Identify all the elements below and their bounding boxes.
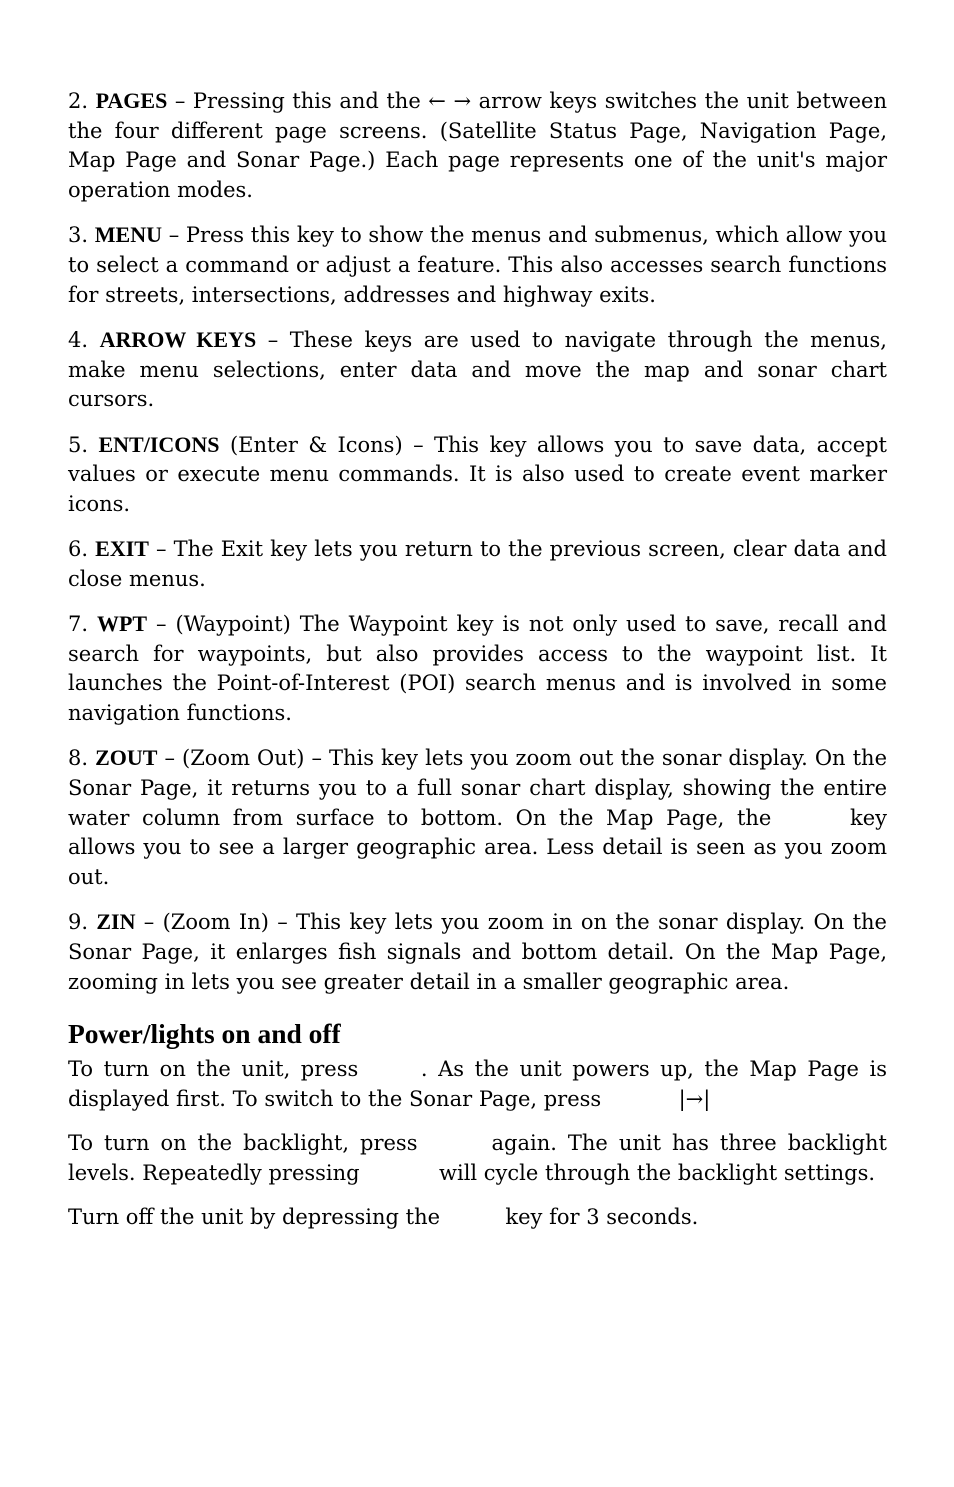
item-description: – Pressing this and the ← → arrow keys switches the unit between the four different page screens. (Satellite Status Page, Navigation Page, Map Page and Sonar Page.) Each page represents one of the unit's major operation modes.: [68, 89, 887, 203]
key-name: ZOUT: [95, 745, 158, 771]
item-number: 3.: [68, 223, 89, 248]
manual-page: [68, 86, 887, 1248]
key-name: WPT: [96, 611, 148, 637]
power-off-text-cont: key for 3 seconds.: [505, 1205, 699, 1230]
key-name: ARROW KEYS: [99, 326, 257, 352]
item-ent-icons: [68, 430, 887, 520]
backlight-text-end: will cycle through the backlight settings.: [439, 1161, 876, 1186]
key-name: ENT/ICONS: [98, 431, 220, 457]
item-description: – Press this key to show the menus and submenus, which allow you to select a command or adjust a feature. This also accesses search functions for streets, intersections, addresses and highway exits.: [68, 223, 887, 307]
power-off-text: Turn off the unit by depressing the: [68, 1205, 441, 1230]
item-description: (Enter & Icons) – This key allows you to save data, accept values or execute menu commands. It is also used to create event marker icons.: [68, 432, 888, 516]
item-description: – The Exit key lets you return to the previous screen, clear data and close menus.: [68, 537, 887, 591]
item-description: – (Zoom Out) – This key lets you zoom out the sonar display. On the Sonar Page, it returns you to a full sonar chart display, showing the entire water column from surface to bottom. On the Map Page, the: [68, 746, 887, 830]
power-off-paragraph: [68, 1203, 887, 1233]
item-description-cont: key allows you to see a larger geographic area. Less detail is seen as you zoom out.: [68, 805, 887, 890]
item-zout: [68, 743, 887, 893]
item-number: 2.: [68, 89, 89, 113]
backlight-text-cont: again. The unit has three backlight levels. Repeatedly pressing: [68, 1131, 887, 1186]
power-on-text: To turn on the unit, press: [68, 1057, 359, 1082]
item-description: – (Zoom In) – This key lets you zoom in on the sonar display. On the Sonar Page, it enlarges fish signals and bottom detail. On the Map Page, zooming in lets you see greater detail in a smaller geographic area.: [68, 910, 887, 994]
item-description: – These keys are used to navigate through the menus, make menu selections, enter data and move the map and sonar chart cursors.: [68, 327, 887, 412]
item-number: 8.: [68, 746, 89, 771]
item-arrow-keys: [68, 325, 887, 415]
item-number: 5.: [68, 432, 89, 457]
item-menu: [68, 220, 887, 310]
item-exit: [68, 534, 887, 594]
key-name: ZIN: [96, 909, 136, 935]
item-number: 7.: [68, 612, 89, 637]
key-name: EXIT: [95, 536, 149, 562]
item-number: 9.: [68, 910, 89, 935]
item-number: 4.: [68, 327, 89, 352]
power-on-paragraph: [68, 1055, 887, 1114]
item-pages: [68, 86, 887, 206]
power-on-text-cont: . As the unit powers up, the Map Page is displayed first. To switch to the Sonar Page, press: [68, 1057, 887, 1112]
backlight-text: To turn on the backlight, press: [68, 1131, 418, 1156]
key-name: MENU: [94, 222, 162, 248]
arrow-key-symbol: |→|: [678, 1087, 711, 1112]
key-name: PAGES: [95, 88, 168, 113]
backlight-paragraph: [68, 1129, 887, 1188]
item-description: – (Waypoint) The Waypoint key is not only used to save, recall and search for waypoints, but also provides access to the waypoint list. It launches the Point-of-Interest (POI) search menus and is involved in some navigation functions.: [68, 612, 887, 726]
item-wpt: [68, 609, 887, 729]
section-heading: Power/lights on and off: [68, 1018, 341, 1050]
item-zin: [68, 907, 887, 997]
item-number: 6.: [68, 537, 89, 562]
